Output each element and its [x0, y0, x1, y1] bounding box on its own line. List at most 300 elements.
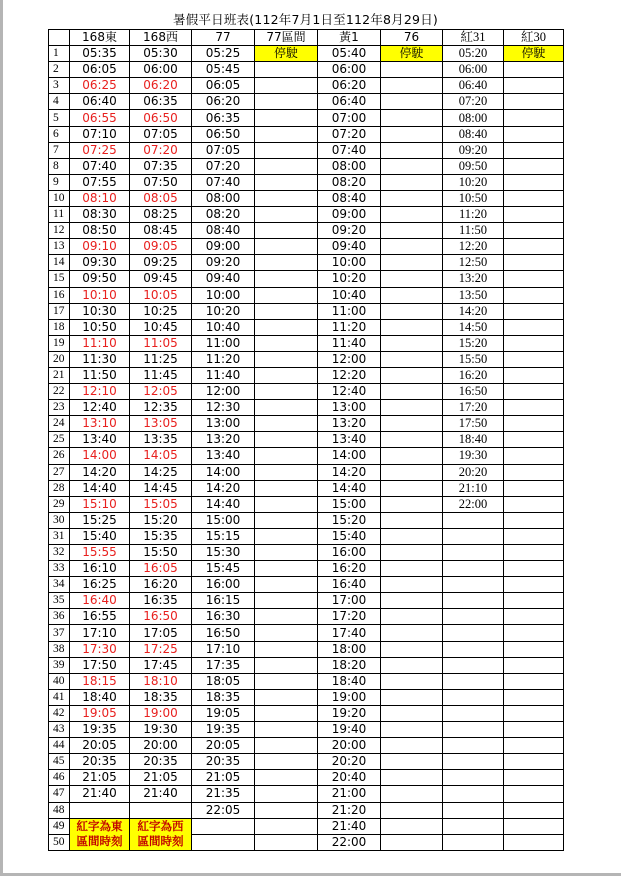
cell-168-west: 10:45: [130, 319, 192, 335]
cell-77-interval: [255, 255, 318, 271]
cell-77-interval: [255, 110, 318, 126]
cell-77-interval: [255, 432, 318, 448]
table-row: [49, 754, 564, 770]
cell-red-31: [443, 786, 504, 802]
timetable: [48, 29, 564, 851]
cell-77: 19:05: [192, 705, 255, 721]
cell-red-31: [443, 577, 504, 593]
cell-yellow-1: 17:20: [318, 609, 381, 625]
cell-76: [381, 432, 443, 448]
cell-168-west: 11:25: [130, 351, 192, 367]
cell-77-interval: [255, 464, 318, 480]
cell-yellow-1: 08:20: [318, 174, 381, 190]
cell-168-west: 15:35: [130, 528, 192, 544]
cell-168-west: 12:35: [130, 400, 192, 416]
cell-77-interval: [255, 448, 318, 464]
cell-yellow-1: 15:20: [318, 512, 381, 528]
cell-76: [381, 207, 443, 223]
cell-76: [381, 448, 443, 464]
cell-red-30: [504, 609, 564, 625]
table-row: [49, 641, 564, 657]
note-168-east-line2: 區間時刻: [70, 834, 130, 850]
cell-77-interval: [255, 561, 318, 577]
cell-red-31: 06:40: [443, 78, 504, 94]
cell-red-31: 13:20: [443, 271, 504, 287]
cell-77-interval: [255, 786, 318, 802]
cell-77: 06:35: [192, 110, 255, 126]
cell-yellow-1: 20:00: [318, 738, 381, 754]
cell-77-interval: [255, 738, 318, 754]
cell-yellow-1: 13:40: [318, 432, 381, 448]
row-number: 21: [49, 367, 70, 383]
cell-168-west: 14:25: [130, 464, 192, 480]
cell-yellow-1: 06:00: [318, 62, 381, 78]
cell-77: 20:35: [192, 754, 255, 770]
cell-77: [192, 834, 255, 850]
cell-yellow-1: 14:00: [318, 448, 381, 464]
cell-76: [381, 786, 443, 802]
cell-red-31: 16:50: [443, 384, 504, 400]
table-row: [49, 126, 564, 142]
cell-76: [381, 287, 443, 303]
table-row: [49, 416, 564, 432]
cell-168-west: 17:45: [130, 657, 192, 673]
row-number: 46: [49, 770, 70, 786]
cell-76: [381, 512, 443, 528]
cell-red-30: [504, 641, 564, 657]
cell-77: 08:20: [192, 207, 255, 223]
cell-168-east: 16:10: [70, 561, 130, 577]
cell-77-interval: [255, 94, 318, 110]
cell-red-31: 11:50: [443, 223, 504, 239]
header-index: [49, 30, 70, 46]
header-yellow-1: 黃1: [318, 30, 381, 46]
cell-red-30: [504, 448, 564, 464]
table-row: [49, 689, 564, 705]
cell-76: [381, 834, 443, 850]
cell-red-31: 06:00: [443, 62, 504, 78]
note-168-west-line2: 區間時刻: [130, 834, 192, 850]
cell-77: 14:40: [192, 496, 255, 512]
cell-168-west: 17:25: [130, 641, 192, 657]
cell-168-west: 08:25: [130, 207, 192, 223]
cell-red-31: 19:30: [443, 448, 504, 464]
cell-168-east: 19:05: [70, 705, 130, 721]
cell-yellow-1: 17:00: [318, 593, 381, 609]
cell-168-west: 06:20: [130, 78, 192, 94]
cell-76: [381, 94, 443, 110]
table-row: [49, 673, 564, 689]
cell-red-31: 09:20: [443, 142, 504, 158]
cell-red-30: [504, 94, 564, 110]
cell-77-interval: [255, 416, 318, 432]
cell-76: [381, 545, 443, 561]
cell-red-30: [504, 190, 564, 206]
cell-77: 08:00: [192, 190, 255, 206]
row-number: 8: [49, 158, 70, 174]
cell-red-30: [504, 786, 564, 802]
cell-168-west: 07:20: [130, 142, 192, 158]
cell-77: 15:00: [192, 512, 255, 528]
cell-red-30: [504, 528, 564, 544]
cell-yellow-1: 13:20: [318, 416, 381, 432]
cell-red-30: [504, 335, 564, 351]
cell-red-30: [504, 384, 564, 400]
cell-yellow-1: 17:40: [318, 625, 381, 641]
cell-red-30: [504, 223, 564, 239]
row-number: 47: [49, 786, 70, 802]
header-77: 77: [192, 30, 255, 46]
cell-red-30: [504, 78, 564, 94]
cell-168-west: 13:05: [130, 416, 192, 432]
cell-yellow-1: 12:20: [318, 367, 381, 383]
cell-76: [381, 303, 443, 319]
cell-red-31: [443, 561, 504, 577]
row-number: 33: [49, 561, 70, 577]
cell-red-31: 22:00: [443, 496, 504, 512]
table-row: [49, 496, 564, 512]
cell-168-east: 14:00: [70, 448, 130, 464]
cell-168-west: 07:05: [130, 126, 192, 142]
cell-168-west: 07:50: [130, 174, 192, 190]
cell-yellow-1: 16:00: [318, 545, 381, 561]
cell-168-east: 15:25: [70, 512, 130, 528]
row-number: 10: [49, 190, 70, 206]
header-row: [49, 30, 564, 46]
cell-red-30: [504, 255, 564, 271]
cell-168-west: 09:05: [130, 239, 192, 255]
note-168-west-line1: 紅字為西: [130, 818, 192, 834]
cell-76: [381, 673, 443, 689]
cell-168-east: 18:15: [70, 673, 130, 689]
row-number: 28: [49, 480, 70, 496]
cell-168-east: 13:40: [70, 432, 130, 448]
cell-77: 15:45: [192, 561, 255, 577]
cell-red-30: [504, 496, 564, 512]
cell-168-west: 11:05: [130, 335, 192, 351]
cell-168-east: 15:10: [70, 496, 130, 512]
cell-yellow-1: 06:20: [318, 78, 381, 94]
cell-77: 16:15: [192, 593, 255, 609]
cell-yellow-1: 15:40: [318, 528, 381, 544]
cell-77: 08:40: [192, 223, 255, 239]
cell-168-east: 06:25: [70, 78, 130, 94]
cell-77-interval: [255, 239, 318, 255]
cell-77-interval: [255, 593, 318, 609]
cell-red-31: [443, 689, 504, 705]
cell-red-31: [443, 722, 504, 738]
cell-red-31: [443, 818, 504, 834]
cell-yellow-1: 12:00: [318, 351, 381, 367]
cell-red-31: [443, 625, 504, 641]
cell-76: [381, 528, 443, 544]
cell-168-west: 09:25: [130, 255, 192, 271]
cell-77-interval: [255, 351, 318, 367]
cell-77: 18:05: [192, 673, 255, 689]
table-row: [49, 207, 564, 223]
cell-76: [381, 657, 443, 673]
cell-168-east: 14:20: [70, 464, 130, 480]
row-number: 13: [49, 239, 70, 255]
cell-168-east: 20:05: [70, 738, 130, 754]
cell-red-31: 08:40: [443, 126, 504, 142]
cell-red-31: 14:50: [443, 319, 504, 335]
cell-168-west: 15:05: [130, 496, 192, 512]
cell-yellow-1: 10:00: [318, 255, 381, 271]
cell-168-east: 07:55: [70, 174, 130, 190]
cell-yellow-1: 21:40: [318, 818, 381, 834]
cell-77-interval: [255, 577, 318, 593]
cell-76: [381, 738, 443, 754]
suspended-red-30: 停駛: [504, 46, 564, 62]
cell-168-east: 06:05: [70, 62, 130, 78]
table-row: [49, 625, 564, 641]
cell-red-30: [504, 239, 564, 255]
cell-yellow-1: 07:00: [318, 110, 381, 126]
cell-red-30: [504, 705, 564, 721]
cell-77: 16:00: [192, 577, 255, 593]
cell-yellow-1: 20:40: [318, 770, 381, 786]
cell-168-east: 07:25: [70, 142, 130, 158]
cell-77-interval: [255, 287, 318, 303]
cell-red-31: 09:50: [443, 158, 504, 174]
row-number: 14: [49, 255, 70, 271]
cell-77-interval: [255, 207, 318, 223]
cell-168-west: 16:35: [130, 593, 192, 609]
cell-red-31: [443, 834, 504, 850]
cell-yellow-1: 09:40: [318, 239, 381, 255]
row-number: 9: [49, 174, 70, 190]
table-row: [49, 367, 564, 383]
cell-168-west: 18:35: [130, 689, 192, 705]
cell-76: [381, 625, 443, 641]
cell-76: [381, 464, 443, 480]
cell-77: 13:20: [192, 432, 255, 448]
cell-168-east: 15:55: [70, 545, 130, 561]
cell-red-30: [504, 545, 564, 561]
cell-76: [381, 400, 443, 416]
cell-red-30: [504, 754, 564, 770]
cell-red-30: [504, 657, 564, 673]
cell-168-east: 09:50: [70, 271, 130, 287]
cell-168-east: 07:10: [70, 126, 130, 142]
cell-76: [381, 142, 443, 158]
cell-red-30: [504, 174, 564, 190]
row-number: 38: [49, 641, 70, 657]
cell-168-west: 16:05: [130, 561, 192, 577]
cell-yellow-1: 21:00: [318, 786, 381, 802]
table-row: [49, 722, 564, 738]
row-number: 26: [49, 448, 70, 464]
cell-red-31: [443, 657, 504, 673]
row-number: 29: [49, 496, 70, 512]
cell-76: [381, 480, 443, 496]
cell-168-west: 06:00: [130, 62, 192, 78]
cell-77: 11:20: [192, 351, 255, 367]
table-row: [49, 577, 564, 593]
cell-76: [381, 78, 443, 94]
header-red-31: 紅31: [443, 30, 504, 46]
cell-yellow-1: 19:40: [318, 722, 381, 738]
cell-yellow-1: 16:20: [318, 561, 381, 577]
cell-168-east: 08:10: [70, 190, 130, 206]
cell-red-30: [504, 818, 564, 834]
cell-77-interval: [255, 641, 318, 657]
cell-77-interval: [255, 625, 318, 641]
cell-red-30: [504, 464, 564, 480]
cell-red-31: [443, 705, 504, 721]
table-row: [49, 561, 564, 577]
cell-red-30: [504, 126, 564, 142]
cell-77-interval: [255, 609, 318, 625]
cell-yellow-1: 06:40: [318, 94, 381, 110]
cell-77: 19:35: [192, 722, 255, 738]
cell-76: [381, 319, 443, 335]
cell-76: [381, 496, 443, 512]
cell-red-30: [504, 303, 564, 319]
row-number: 3: [49, 78, 70, 94]
table-row: [49, 770, 564, 786]
cell-red-31: 18:40: [443, 432, 504, 448]
cell-red-31: [443, 545, 504, 561]
cell-168-east: 14:40: [70, 480, 130, 496]
cell-168-west: 20:35: [130, 754, 192, 770]
cell-77-interval: [255, 770, 318, 786]
cell-77: 06:05: [192, 78, 255, 94]
cell-168-west: 09:45: [130, 271, 192, 287]
row-number: 6: [49, 126, 70, 142]
cell-yellow-1: 19:00: [318, 689, 381, 705]
cell-red-30: [504, 770, 564, 786]
cell-77: 20:05: [192, 738, 255, 754]
cell-168-east: 11:30: [70, 351, 130, 367]
cell-red-30: [504, 593, 564, 609]
cell-168-east: 16:55: [70, 609, 130, 625]
table-row: [49, 239, 564, 255]
cell-yellow-1: 09:00: [318, 207, 381, 223]
cell-76: [381, 722, 443, 738]
cell-red-30: [504, 432, 564, 448]
row-number: 12: [49, 223, 70, 239]
cell-168-east: 09:10: [70, 239, 130, 255]
cell-red-30: [504, 738, 564, 754]
cell-red-31: [443, 528, 504, 544]
cell-red-31: 15:20: [443, 335, 504, 351]
cell-76: [381, 754, 443, 770]
cell-red-31: [443, 754, 504, 770]
cell-168-east: 06:55: [70, 110, 130, 126]
cell-77-interval: [255, 190, 318, 206]
cell-77-interval: [255, 496, 318, 512]
cell-168-west: 19:30: [130, 722, 192, 738]
table-row: [49, 384, 564, 400]
cell-168-west: 14:05: [130, 448, 192, 464]
cell-76: [381, 609, 443, 625]
cell-168-east: 07:40: [70, 158, 130, 174]
cell-168-west: 21:40: [130, 786, 192, 802]
cell-76: [381, 335, 443, 351]
cell-168-west: 08:45: [130, 223, 192, 239]
cell-77: 05:45: [192, 62, 255, 78]
cell-yellow-1: 18:40: [318, 673, 381, 689]
cell-red-31: 08:00: [443, 110, 504, 126]
cell-77-interval: [255, 384, 318, 400]
table-row: [49, 94, 564, 110]
row-number: 49: [49, 818, 70, 834]
cell-77: 14:00: [192, 464, 255, 480]
cell-red-30: [504, 287, 564, 303]
table-row: [49, 78, 564, 94]
cell-77: 12:30: [192, 400, 255, 416]
cell-76: [381, 126, 443, 142]
cell-168-east: 21:40: [70, 786, 130, 802]
cell-yellow-1: 19:20: [318, 705, 381, 721]
cell-77: 15:15: [192, 528, 255, 544]
row-number: 42: [49, 705, 70, 721]
cell-76: [381, 239, 443, 255]
cell-yellow-1: 10:20: [318, 271, 381, 287]
cell-76: [381, 255, 443, 271]
cell-76: [381, 802, 443, 818]
cell-red-31: 12:20: [443, 239, 504, 255]
cell-yellow-1: 14:40: [318, 480, 381, 496]
cell-77: 07:40: [192, 174, 255, 190]
cell-168-east: 16:25: [70, 577, 130, 593]
cell-red-31: 20:20: [443, 464, 504, 480]
cell-red-30: [504, 625, 564, 641]
row-number: 31: [49, 528, 70, 544]
cell-yellow-1: 11:00: [318, 303, 381, 319]
table-row: [49, 62, 564, 78]
cell-77-interval: [255, 271, 318, 287]
row-number: 27: [49, 464, 70, 480]
cell-red-31: 10:20: [443, 174, 504, 190]
cell-red-30: [504, 512, 564, 528]
cell-76: [381, 110, 443, 126]
cell-77: 07:05: [192, 142, 255, 158]
cell-168-west: 20:00: [130, 738, 192, 754]
page-title: 暑假平日班表(112年7月1日至112年8月29日): [173, 12, 438, 27]
row-number: 25: [49, 432, 70, 448]
table-row: [49, 512, 564, 528]
cell-77: 13:00: [192, 416, 255, 432]
table-row: [49, 335, 564, 351]
table-row: [49, 400, 564, 416]
cell-77: 21:35: [192, 786, 255, 802]
cell-77: 15:30: [192, 545, 255, 561]
cell-77: 10:00: [192, 287, 255, 303]
cell-77-interval: [255, 754, 318, 770]
cell-77: 17:35: [192, 657, 255, 673]
row-number: 20: [49, 351, 70, 367]
cell-77: 05:25: [192, 46, 255, 62]
table-row: [49, 786, 564, 802]
cell-77: 07:20: [192, 158, 255, 174]
table-row: [49, 528, 564, 544]
cell-168-west: 11:45: [130, 367, 192, 383]
table-row: [49, 657, 564, 673]
cell-77-interval: [255, 657, 318, 673]
row-number: 18: [49, 319, 70, 335]
row-number: 19: [49, 335, 70, 351]
row-number: 44: [49, 738, 70, 754]
cell-red-31: 13:50: [443, 287, 504, 303]
cell-77-interval: [255, 142, 318, 158]
cell-168-west: 17:05: [130, 625, 192, 641]
row-number: 23: [49, 400, 70, 416]
cell-76: [381, 818, 443, 834]
row-number: 50: [49, 834, 70, 850]
